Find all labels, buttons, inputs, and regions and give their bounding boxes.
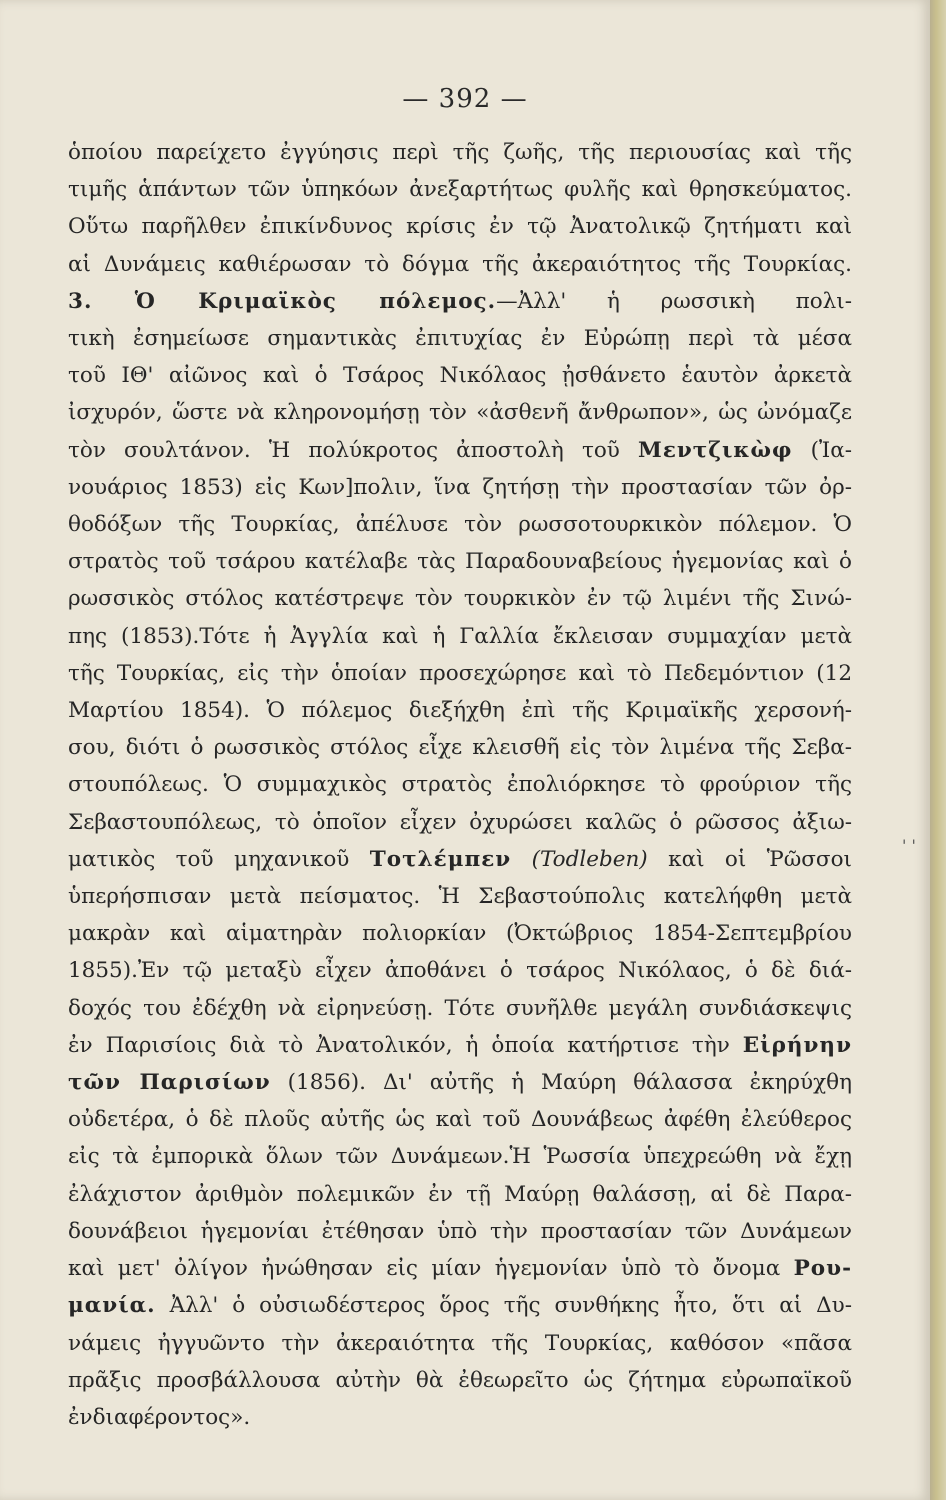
text-fragment: —Ἀλλ' ἡ ρωσσικὴ πολι-	[496, 288, 852, 314]
text-line	[68, 841, 852, 878]
bold-name: Τοτλέμπεν	[369, 846, 512, 872]
bold-name: Εἰρήνην	[742, 1032, 852, 1058]
text-line: τικὴ ἐσημείωσε σημαντικὰς ἐπιτυχίας ἐν Εὐρώπῃ περὶ τὰ μέσα	[68, 326, 852, 352]
text-line: δουνάβειοι ἡγεμονίαι ἐτέθησαν ὑπὸ τὴν προστασίαν τῶν Δυνάμεων	[68, 1218, 852, 1244]
text-line: οὐδετέρα, ὁ δὲ πλοῦς αὐτῆς ὡς καὶ τοῦ Δουνάβεως ἀφέθη ἐλεύθερος	[68, 1107, 852, 1133]
text-line	[68, 1064, 852, 1101]
text-line: νουάριος 1853) εἰς Κων]πολιν, ἵνα ζητήσῃ τὴν προστασίαν τῶν ὀρ-	[68, 474, 852, 500]
text-fragment: (1856). Δι' αὐτῆς ἡ Μαύρη θάλασσα ἐκηρύχθη	[287, 1070, 852, 1096]
text-line: μακρὰν καὶ αἱματηρὰν πολιορκίαν (Ὀκτώβριος 1854-Σεπτεμβρίου	[68, 921, 852, 947]
text-line: τῆς Τουρκίας, εἰς τὴν ὁποίαν προσεχώρησε καὶ τὸ Πεδεμόντιον (12	[68, 660, 852, 686]
text-line: τιμῆς ἁπάντων τῶν ὑπηκόων ἀνεξαρτήτως φυλῆς καὶ θρησκεύματος.	[68, 177, 852, 203]
text-line: τοῦ ΙΘ' αἰῶνος καὶ ὁ Τσάρος Νικόλαος ᾐσθάνετο ἑαυτὸν ἀρκετὰ	[68, 363, 852, 389]
text-line	[68, 283, 852, 320]
margin-mark: ' '	[902, 836, 916, 855]
text-line: στουπόλεως. Ὁ συμμαχικὸς στρατὸς ἐπολιόρκησε τὸ φρούριον τῆς	[68, 772, 852, 798]
text-line: Σεβαστουπόλεως, τὸ ὁποῖον εἶχεν ὀχυρώσει καλῶς ὁ ρῶσσος ἀξιω-	[68, 809, 852, 835]
text-line: θοδόξων τῆς Τουρκίας, ἀπέλυσε τὸν ρωσσοτουρκικὸν πόλεμον. Ὁ	[68, 512, 852, 538]
text-line: 1855).Ἐν τῷ μεταξὺ εἶχεν ἀποθάνει ὁ τσάρος Νικόλαος, ὁ δὲ διά-	[68, 958, 852, 984]
text-line: ἐνδιαφέροντος».	[68, 1404, 251, 1430]
text-line	[68, 1287, 852, 1324]
text-fragment: (Ἰα-	[810, 437, 852, 463]
text-fragment: τὸν σουλτάνον. Ἡ πολύκροτος ἀποστολὴ τοῦ	[68, 437, 620, 463]
bold-name: τῶν Παρισίων	[68, 1070, 271, 1096]
text-line: ἐλάχιστον ἀριθμὸν πολεμικῶν ἐν τῇ Μαύρῃ θαλάσσῃ, αἱ δὲ Παρα-	[68, 1181, 852, 1207]
text-line: στρατὸς τοῦ τσάρου κατέλαβε τὰς Παραδουναβείους ἡγεμονίας καὶ ὁ	[68, 549, 852, 575]
text-fragment: ματικὸς τοῦ μηχανικοῦ	[68, 846, 350, 872]
italic-name: (Todleben)	[531, 846, 648, 872]
text-line	[68, 432, 852, 469]
bold-name: Μεντζικὼφ	[638, 437, 793, 463]
text-line: ὁποίου παρείχετο ἐγγύησις περὶ τῆς ζωῆς, τῆς περιουσίας καὶ τῆς	[68, 140, 852, 165]
text-line: πης (1853).Τότε ἡ Ἀγγλία καὶ ἡ Γαλλία ἔκλεισαν συμμαχίαν μετὰ	[68, 623, 852, 649]
text-line: εἰς τὰ ἐμπορικὰ ὅλων τῶν Δυνάμεων.Ἡ Ῥωσσία ὑπεχρεώθη νὰ ἔχῃ	[68, 1144, 852, 1170]
text-line: Οὕτω παρῆλθεν ἐπικίνδυνος κρίσις ἐν τῷ Ἀνατολικῷ ζητήματι καὶ	[68, 214, 852, 240]
page-edge	[930, 0, 946, 1500]
text-fragment: καὶ μετ' ὀλίγον ἠνώθησαν εἰς μίαν ἡγεμονίαν ὑπὸ τὸ ὄνομα	[68, 1256, 781, 1282]
text-fragment: καὶ οἱ Ῥῶσσοι	[668, 846, 852, 872]
text-line: αἱ Δυνάμεις καθιέρωσαν τὸ δόγμα τῆς ἀκεραιότητος τῆς Τουρκίας.	[68, 251, 852, 277]
text-line	[68, 1027, 852, 1064]
text-line: πρᾶξις προσβάλλουσα αὐτὴν θὰ ἐθεωρεῖτο ὡς ζήτημα εὐρωπαϊκοῦ	[68, 1367, 852, 1393]
page-number: — 392 —	[402, 84, 528, 114]
text-body	[68, 134, 852, 1436]
text-line: ρωσσικὸς στόλος κατέστρεψε τὸν τουρκικὸν ἐν τῷ λιμένι τῆς Σινώ-	[68, 586, 852, 612]
text-line: ὑπερήσπισαν μετὰ πείσματος. Ἡ Σεβαστούπολις κατελήφθη μετὰ	[68, 884, 852, 910]
text-line: σου, διότι ὁ ρωσσικὸς στόλος εἶχε κλεισθῆ εἰς τὸν λιμένα τῆς Σεβα-	[68, 735, 852, 761]
text-line: νάμεις ἠγγυῶντο τὴν ἀκεραιότητα τῆς Τουρκίας, καθόσον «πᾶσα	[68, 1330, 852, 1356]
text-fragment: Ἀλλ' ὁ οὐσιωδέστερος ὅρος τῆς συνθήκης ἦτο, ὅτι αἱ Δυ-	[169, 1293, 852, 1319]
text-line: Μαρτίου 1854). Ὁ πόλεμος διεξήχθη ἐπὶ τῆς Κριμαϊκῆς χερσονή-	[68, 698, 852, 724]
text-line: δοχός του ἐδέχθη νὰ εἰρηνεύσῃ. Τότε συνῆλθε μεγάλη συνδιάσκεψις	[68, 995, 852, 1021]
text-line: ἰσχυρόν, ὥστε νὰ κληρονομήσῃ τὸν «ἀσθενῆ ἄνθρωπον», ὡς ὠνόμαζε	[68, 400, 852, 426]
section-heading: 3. Ὁ Κριμαϊκὸς πόλεμος.	[68, 288, 497, 314]
text-line	[68, 1250, 852, 1287]
text-fragment: ἐν Παρισίοις διὰ τὸ Ἀνατολικόν, ἡ ὁποία κατήρτισε τὴν	[68, 1032, 730, 1058]
bold-name: Ρου-	[793, 1256, 852, 1282]
bold-name: μανία.	[68, 1293, 156, 1319]
